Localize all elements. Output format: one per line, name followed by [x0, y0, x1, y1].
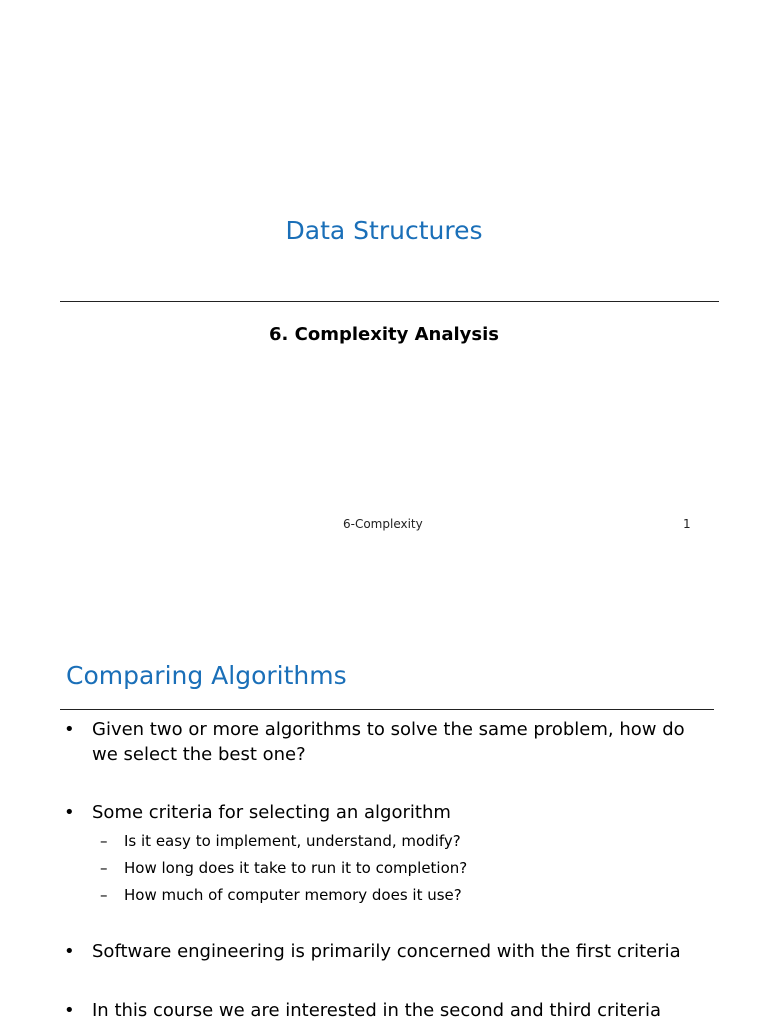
bullet-list: [0, 576, 768, 1024]
slide-heading: Comparing Algorithms: [66, 661, 347, 690]
bullet-text: we select the best one?: [92, 744, 306, 765]
sub-bullet-text: Is it easy to implement, understand, modify?: [124, 832, 461, 850]
bullet-text: Some criteria for selecting an algorithm: [92, 802, 451, 823]
title-divider: [60, 301, 719, 302]
bullet-icon: •: [64, 719, 75, 740]
dash-icon: –: [100, 832, 108, 850]
content-slide: [0, 576, 768, 1024]
sub-bullet-text: How long does it take to run it to completion?: [124, 859, 468, 877]
page-number: 1: [683, 517, 691, 531]
bullet-icon: •: [64, 1000, 75, 1021]
bullet-text: In this course we are interested in the second and third criteria: [92, 1000, 661, 1021]
slide-title: Data Structures: [285, 216, 483, 245]
bullet-icon: •: [64, 802, 75, 823]
bullet-icon: •: [64, 941, 75, 962]
bullet-text: Software engineering is primarily concerned with the first criteria: [92, 941, 681, 962]
dash-icon: –: [100, 859, 108, 877]
dash-icon: –: [100, 886, 108, 904]
slide-subtitle: 6. Complexity Analysis: [268, 324, 499, 345]
sub-bullet-text: How much of computer memory does it use?: [124, 886, 462, 904]
footer-label: 6-Complexity: [343, 517, 423, 531]
bullet-text: Given two or more algorithms to solve the same problem, how do: [92, 719, 685, 740]
